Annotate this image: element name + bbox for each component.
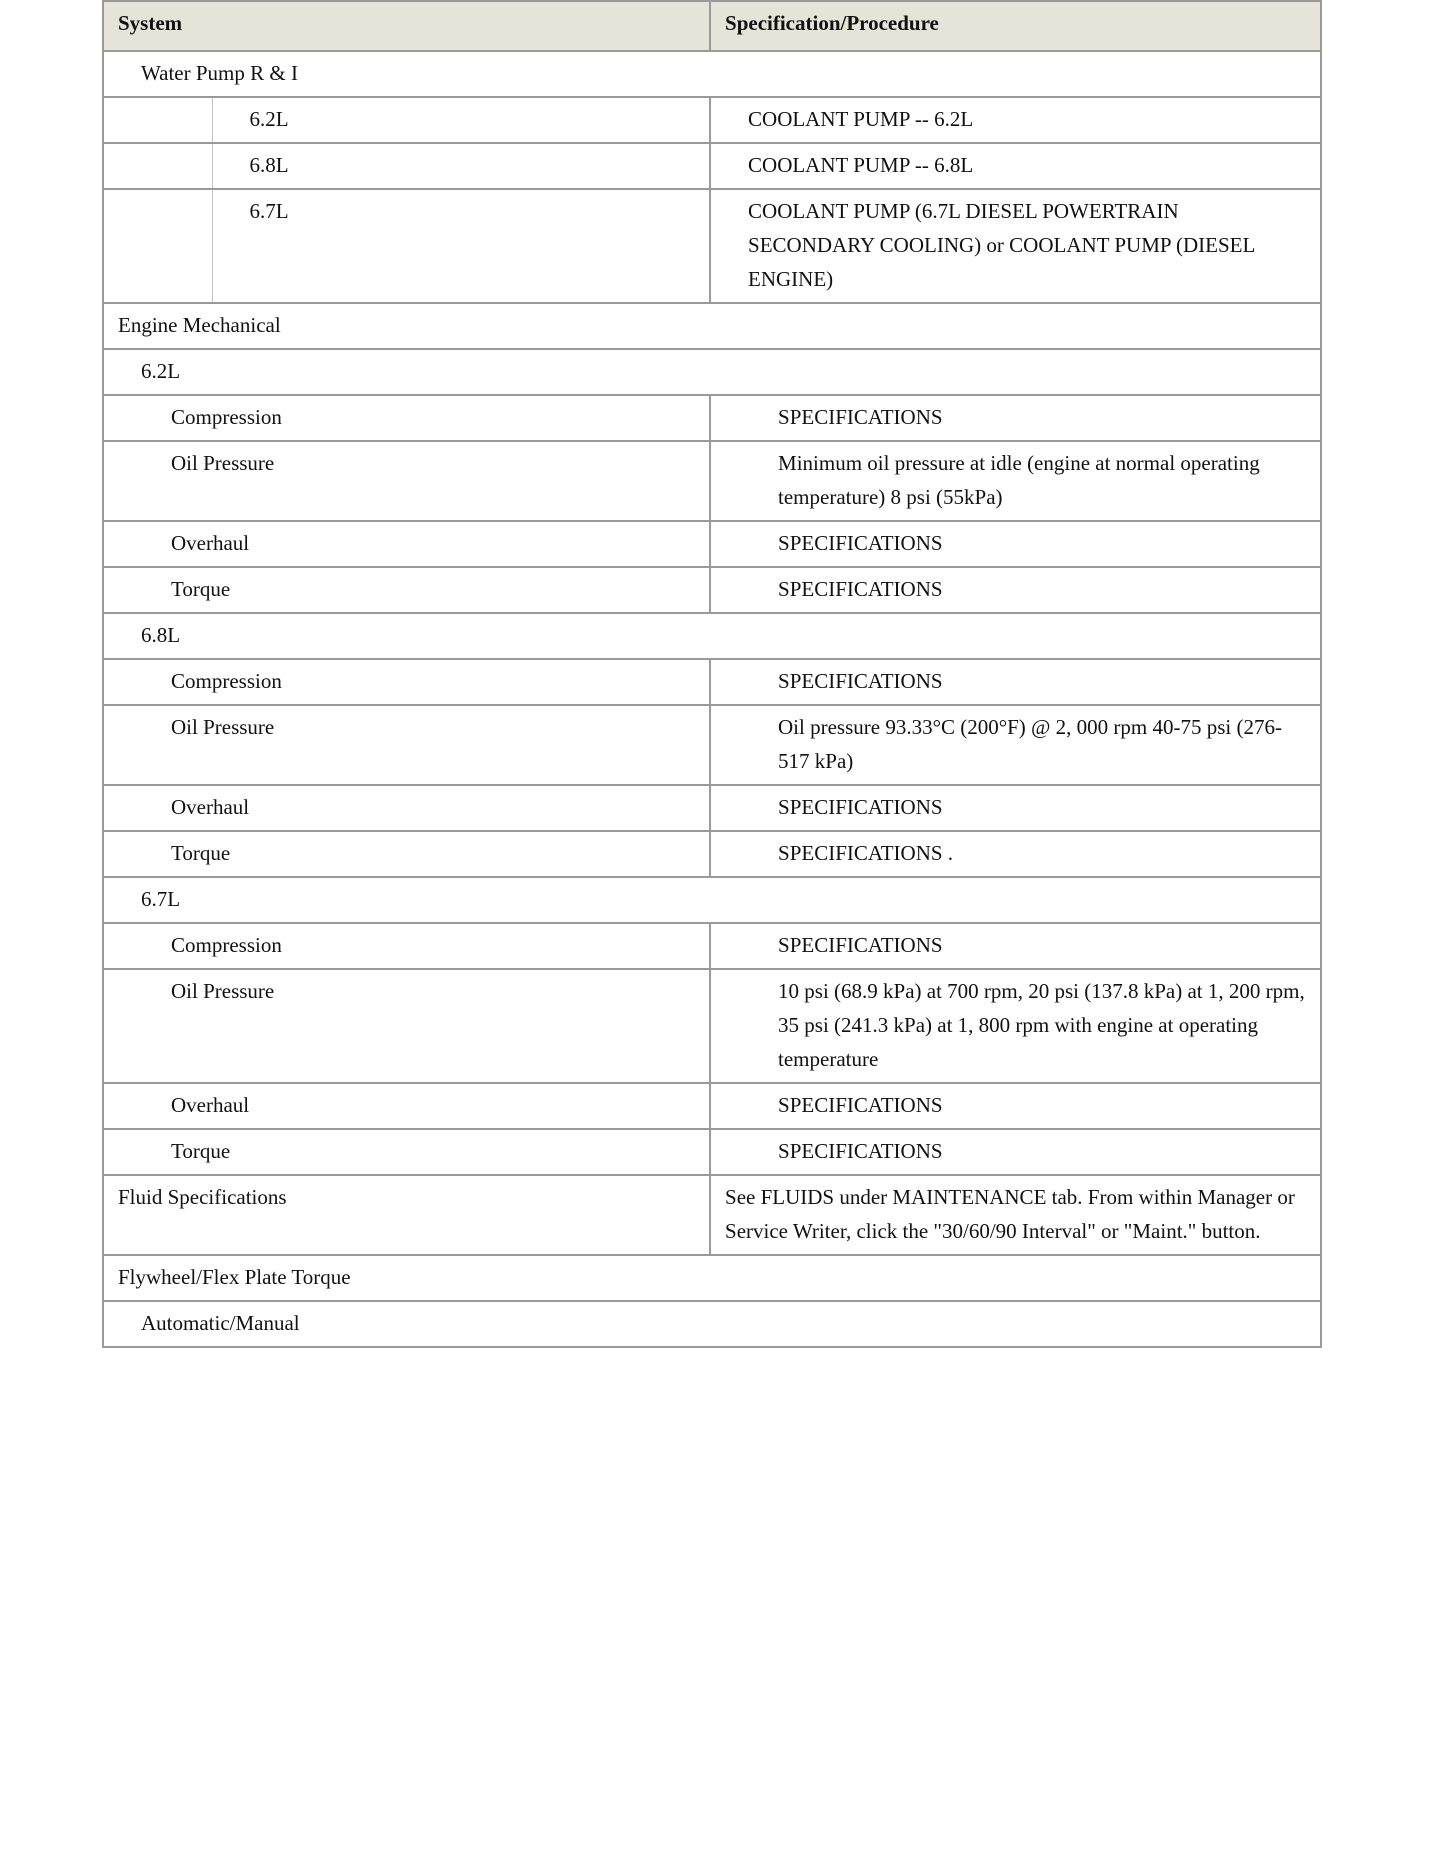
engine-label: 6.8L xyxy=(212,143,710,189)
item-label: Compression xyxy=(103,659,710,705)
empty-cell xyxy=(103,189,212,303)
table-row xyxy=(103,1129,1321,1175)
section-row xyxy=(103,1255,1321,1301)
table-row xyxy=(103,1083,1321,1129)
group-row xyxy=(103,349,1321,395)
spec-link[interactable]: SPECIFICATIONS xyxy=(710,1083,1321,1129)
spec-link[interactable]: SPECIFICATIONS xyxy=(710,785,1321,831)
item-label: Overhaul xyxy=(103,785,710,831)
item-label: Oil Pressure xyxy=(103,441,710,521)
specification-table xyxy=(102,0,1322,1348)
spec-text: Minimum oil pressure at idle (engine at normal operating temperature) 8 psi (55kPa) xyxy=(710,441,1321,521)
procedure-link[interactable]: COOLANT PUMP -- 6.8L xyxy=(710,143,1321,189)
item-label: Torque xyxy=(103,1129,710,1175)
engine-label: 6.7L xyxy=(212,189,710,303)
engine-group-title: 6.7L xyxy=(103,877,1321,923)
item-label: Overhaul xyxy=(103,521,710,567)
empty-cell xyxy=(103,143,212,189)
table-row xyxy=(103,97,1321,143)
table-row xyxy=(103,969,1321,1083)
table-row xyxy=(103,1175,1321,1255)
engine-group-title: 6.2L xyxy=(103,349,1321,395)
spec-link[interactable]: SPECIFICATIONS xyxy=(710,659,1321,705)
spec-link[interactable]: SPECIFICATIONS xyxy=(710,923,1321,969)
table-header-row xyxy=(103,1,1321,51)
engine-group-title: 6.8L xyxy=(103,613,1321,659)
spec-link[interactable]: SPECIFICATIONS xyxy=(710,1129,1321,1175)
fluid-specs-label: Fluid Specifications xyxy=(103,1175,710,1255)
spec-link[interactable]: SPECIFICATIONS xyxy=(710,521,1321,567)
item-label: Overhaul xyxy=(103,1083,710,1129)
table-row xyxy=(103,441,1321,521)
item-label: Compression xyxy=(103,395,710,441)
section-title-flywheel: Flywheel/Flex Plate Torque xyxy=(103,1255,1321,1301)
table-row xyxy=(103,189,1321,303)
section-title-engine-mechanical: Engine Mechanical xyxy=(103,303,1321,349)
spec-text: 10 psi (68.9 kPa) at 700 rpm, 20 psi (137.8 kPa) at 1, 200 rpm, 35 psi (241.3 kPa) at 1, 800 rpm with engine at operating temperature xyxy=(710,969,1321,1083)
table-row xyxy=(103,567,1321,613)
section-title-water-pump: Water Pump R & I xyxy=(103,51,1321,97)
group-row xyxy=(103,877,1321,923)
table-row xyxy=(103,923,1321,969)
engine-label: 6.2L xyxy=(212,97,710,143)
column-header-system: System xyxy=(103,1,710,51)
section-row xyxy=(103,303,1321,349)
spec-link[interactable]: SPECIFICATIONS . xyxy=(710,831,1321,877)
table-row xyxy=(103,659,1321,705)
item-label: Torque xyxy=(103,831,710,877)
item-label: Oil Pressure xyxy=(103,705,710,785)
group-row xyxy=(103,1301,1321,1347)
table-row xyxy=(103,705,1321,785)
section-row xyxy=(103,51,1321,97)
item-label: Oil Pressure xyxy=(103,969,710,1083)
fluid-specs-procedure: See FLUIDS under MAINTENANCE tab. From within Manager or Service Writer, click the "30/60/90 Interval" or "Maint." button. xyxy=(710,1175,1321,1255)
table-row xyxy=(103,143,1321,189)
flywheel-subsection: Automatic/Manual xyxy=(103,1301,1321,1347)
spec-text: Oil pressure 93.33°C (200°F) @ 2, 000 rpm 40-75 psi (276-517 kPa) xyxy=(710,705,1321,785)
table-row xyxy=(103,831,1321,877)
item-label: Compression xyxy=(103,923,710,969)
procedure-link[interactable]: COOLANT PUMP (6.7L DIESEL POWERTRAIN SECONDARY COOLING) or COOLANT PUMP (DIESEL ENGINE) xyxy=(710,189,1321,303)
column-header-procedure: Specification/Procedure xyxy=(710,1,1321,51)
empty-cell xyxy=(103,97,212,143)
item-label: Torque xyxy=(103,567,710,613)
table-row xyxy=(103,785,1321,831)
group-row xyxy=(103,613,1321,659)
procedure-link[interactable]: COOLANT PUMP -- 6.2L xyxy=(710,97,1321,143)
spec-link[interactable]: SPECIFICATIONS xyxy=(710,395,1321,441)
table-row xyxy=(103,521,1321,567)
table-row xyxy=(103,395,1321,441)
spec-link[interactable]: SPECIFICATIONS xyxy=(710,567,1321,613)
